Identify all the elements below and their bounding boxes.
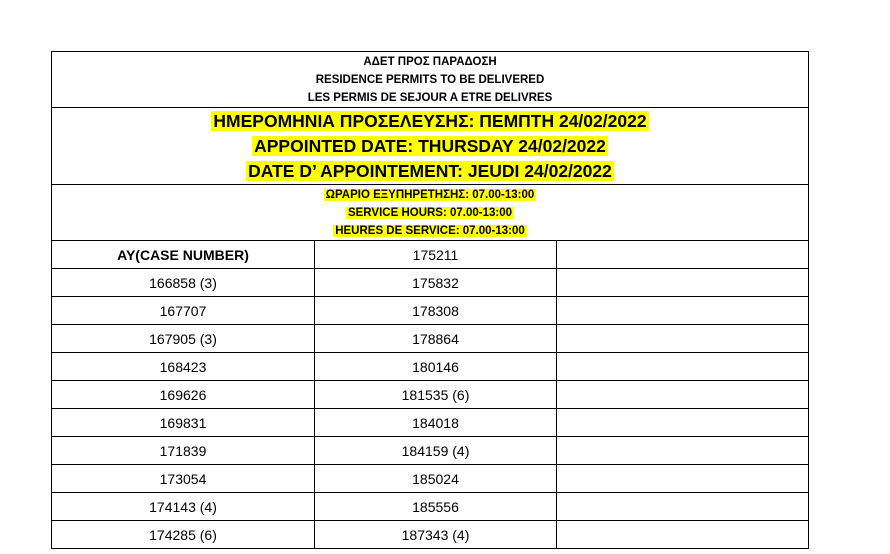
case-number-cell	[557, 297, 809, 325]
appointment-greek: ΗΜΕΡΟΜΗΝΙΑ ΠΡΟΣΕΛΕΥΣΗΣ: ΠΕΜΠΤΗ 24/02/2022	[213, 110, 647, 131]
table-row	[52, 465, 809, 493]
hours-greek: ΩΡΑΡΙΟ ΕΞΥΠΗΡΕΤΗΣΗΣ: 07.00-13:00	[325, 188, 535, 201]
case-number-cell: 175832	[315, 269, 557, 297]
case-number-cell: 184018	[315, 409, 557, 437]
case-number-cell: 173054	[52, 465, 315, 493]
table-row	[52, 325, 809, 353]
table-row	[52, 493, 809, 521]
appointment-row	[52, 108, 809, 185]
case-number-header: AY(CASE NUMBER)	[52, 241, 315, 269]
table-row	[52, 297, 809, 325]
appointment-french: DATE D’ APPOINTEMENT: JEUDI 24/02/2022	[248, 160, 612, 181]
table-row	[52, 353, 809, 381]
table-row	[52, 381, 809, 409]
case-number-cell	[557, 381, 809, 409]
case-number-cell: 178864	[315, 325, 557, 353]
case-rows	[52, 241, 809, 549]
case-number-cell: 185024	[315, 465, 557, 493]
case-number-cell: 174143 (4)	[52, 493, 315, 521]
title-row	[52, 52, 809, 108]
case-number-cell	[557, 465, 809, 493]
case-number-cell	[557, 269, 809, 297]
permits-document	[51, 51, 808, 549]
title-greek: ΑΔΕΤ ΠΡΟΣ ΠΑΡΑΔΟΣΗ	[363, 55, 497, 68]
hours-cell	[52, 185, 809, 241]
case-number-cell	[557, 353, 809, 381]
table-row	[52, 437, 809, 465]
hours-french: HEURES DE SERVICE: 07.00-13:00	[335, 224, 525, 237]
case-number-cell: 166858 (3)	[52, 269, 315, 297]
case-number-cell: 180146	[315, 353, 557, 381]
case-number-cell: 178308	[315, 297, 557, 325]
title-cell	[52, 52, 809, 108]
title-french: LES PERMIS DE SEJOUR A ETRE DELIVRES	[307, 91, 553, 104]
case-number-cell: 169831	[52, 409, 315, 437]
case-number-cell	[557, 493, 809, 521]
case-number-cell: 175211	[315, 241, 557, 269]
case-number-cell	[557, 325, 809, 353]
appointment-english: APPOINTED DATE: THURSDAY 24/02/2022	[254, 135, 606, 156]
case-number-cell: 184159 (4)	[315, 437, 557, 465]
case-number-cell	[557, 409, 809, 437]
table-row	[52, 521, 809, 549]
table-row	[52, 269, 809, 297]
case-number-cell	[557, 241, 809, 269]
case-number-cell: 174285 (6)	[52, 521, 315, 549]
appointment-cell	[52, 108, 809, 185]
permits-table	[51, 51, 809, 549]
case-number-cell: 185556	[315, 493, 557, 521]
case-number-cell: 169626	[52, 381, 315, 409]
case-number-cell: 167707	[52, 297, 315, 325]
hours-row	[52, 185, 809, 241]
case-number-cell: 168423	[52, 353, 315, 381]
table-row	[52, 409, 809, 437]
title-english: RESIDENCE PERMITS TO BE DELIVERED	[315, 73, 545, 86]
case-number-cell	[557, 521, 809, 549]
case-number-cell: 187343 (4)	[315, 521, 557, 549]
case-number-cell: 167905 (3)	[52, 325, 315, 353]
table-row	[52, 241, 809, 269]
case-number-cell: 171839	[52, 437, 315, 465]
case-number-cell	[557, 437, 809, 465]
hours-english: SERVICE HOURS: 07.00-13:00	[347, 206, 513, 219]
case-number-cell: 181535 (6)	[315, 381, 557, 409]
